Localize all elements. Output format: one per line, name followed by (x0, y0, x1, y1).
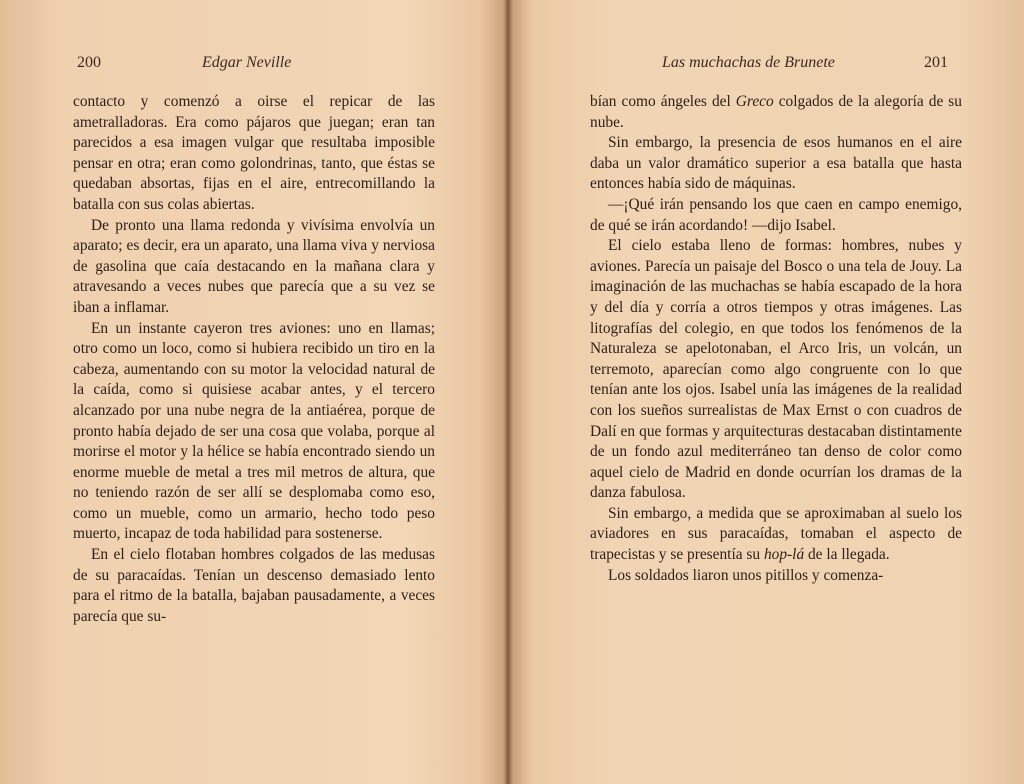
page-number-left: 200 (77, 54, 101, 71)
paragraph: En un instante cayeron tres aviones: uno en llamas; otro como un loco, como si hubiera recibido un tiro en la cabeza, aumentando con su motor la velocidad natural de la caída, como si quisiese acabar antes, y el tercero alcanzado por una nube negra de la antiaérea, porque de pronto había dejado de ser una cosa que volaba, porque al morirse el motor y la hélice se había encontrado siendo un enorme mueble de metal a tres mil metros de altura, que no teniendo razón de ser allí se desplomaba como eso, como un mueble, como un armario, hecho todo peso muerto, incapaz de toda habilidad para sostenerse. (73, 319, 435, 543)
emphasis-hop-la: hop-lá (763, 546, 805, 564)
paragraph (590, 92, 962, 133)
right-page (512, 0, 1024, 784)
paragraph: Sin embargo, la presencia de esos humanos en el aire daba un valor dramático superior a esa batalla que hasta entonces había sido de máquinas. (590, 134, 962, 193)
running-head-author: Edgar Neville (202, 54, 292, 71)
paragraph: De pronto una llama redonda y vivísima envolvía un aparato; es decir, era un aparato, una llama viva y nerviosa de gasolina que caía destacando en la mañana clara y atravesando a veces nubes que parecía que a su vez se iban a inflamar. (73, 216, 435, 316)
emphasis-greco: Greco (735, 93, 774, 110)
text-run: de la llegada. (804, 546, 890, 564)
text-run: bían como ángeles del (590, 93, 736, 110)
left-page-body (73, 92, 435, 627)
running-head-title: Las muchachas de Brunete (662, 54, 835, 71)
paragraph: En el cielo flotaban hombres colgados de las medusas de su paracaídas. Tenían un descenso demasiado lento para el ritmo de la batalla, bajaban pausadamente, a veces parecía que su- (73, 546, 435, 625)
page-number-right: 201 (924, 54, 948, 71)
left-page (0, 0, 500, 784)
paragraph: El cielo estaba lleno de formas: hombres, nubes y aviones. Parecía un paisaje del Bosco o una tela de Jouy. La imaginación de las muchachas se había escapado de la hora y del día y corría a otros tiempos y otras imágenes. Las litografías del colegio, en que todos los fenómenos de la Naturaleza se apelotonaban, el Arco Iris, un volcán, un terremoto, aparecían como algo congruente con lo que tenían ante los ojos. Isabel unía las imágenes de la realidad con los sueños surrealistas de Max Ernst o con cuadros de Dalí en que formas y arquitecturas destacaban distintamente de un fondo azul mediterráneo tan denso de color como aquel cielo de Madrid en donde ocurrían los dramas de la danza fabulosa. (590, 237, 962, 502)
right-page-body (590, 92, 962, 586)
paragraph: contacto y comenzó a oirse el repicar de las ametralladoras. Era como pájaros que juegan; eran tan parecidos a esa imagen vulgar que resultaba imposible pensar en otra; eran como golondrinas, tanto, que éstas se quedaban absortas, fijas en el aire, entrecomillando la batalla con sus colas abiertas. (73, 93, 435, 213)
text-run: colgados de la alegoría de su nube. (590, 93, 962, 131)
paragraph (590, 504, 962, 566)
paragraph: Los soldados liaron unos pitillos y comenza- (608, 566, 884, 584)
paragraph: —¡Qué irán pensando los que caen en campo enemigo, de qué se irán acordando! —dijo Isabel. (590, 195, 962, 234)
text-run: Sin embargo, a medida que se aproximaban al suelo los aviadores en sus paracaídas, tomaban el aspecto de trapecistas y se presentía su (590, 504, 962, 564)
